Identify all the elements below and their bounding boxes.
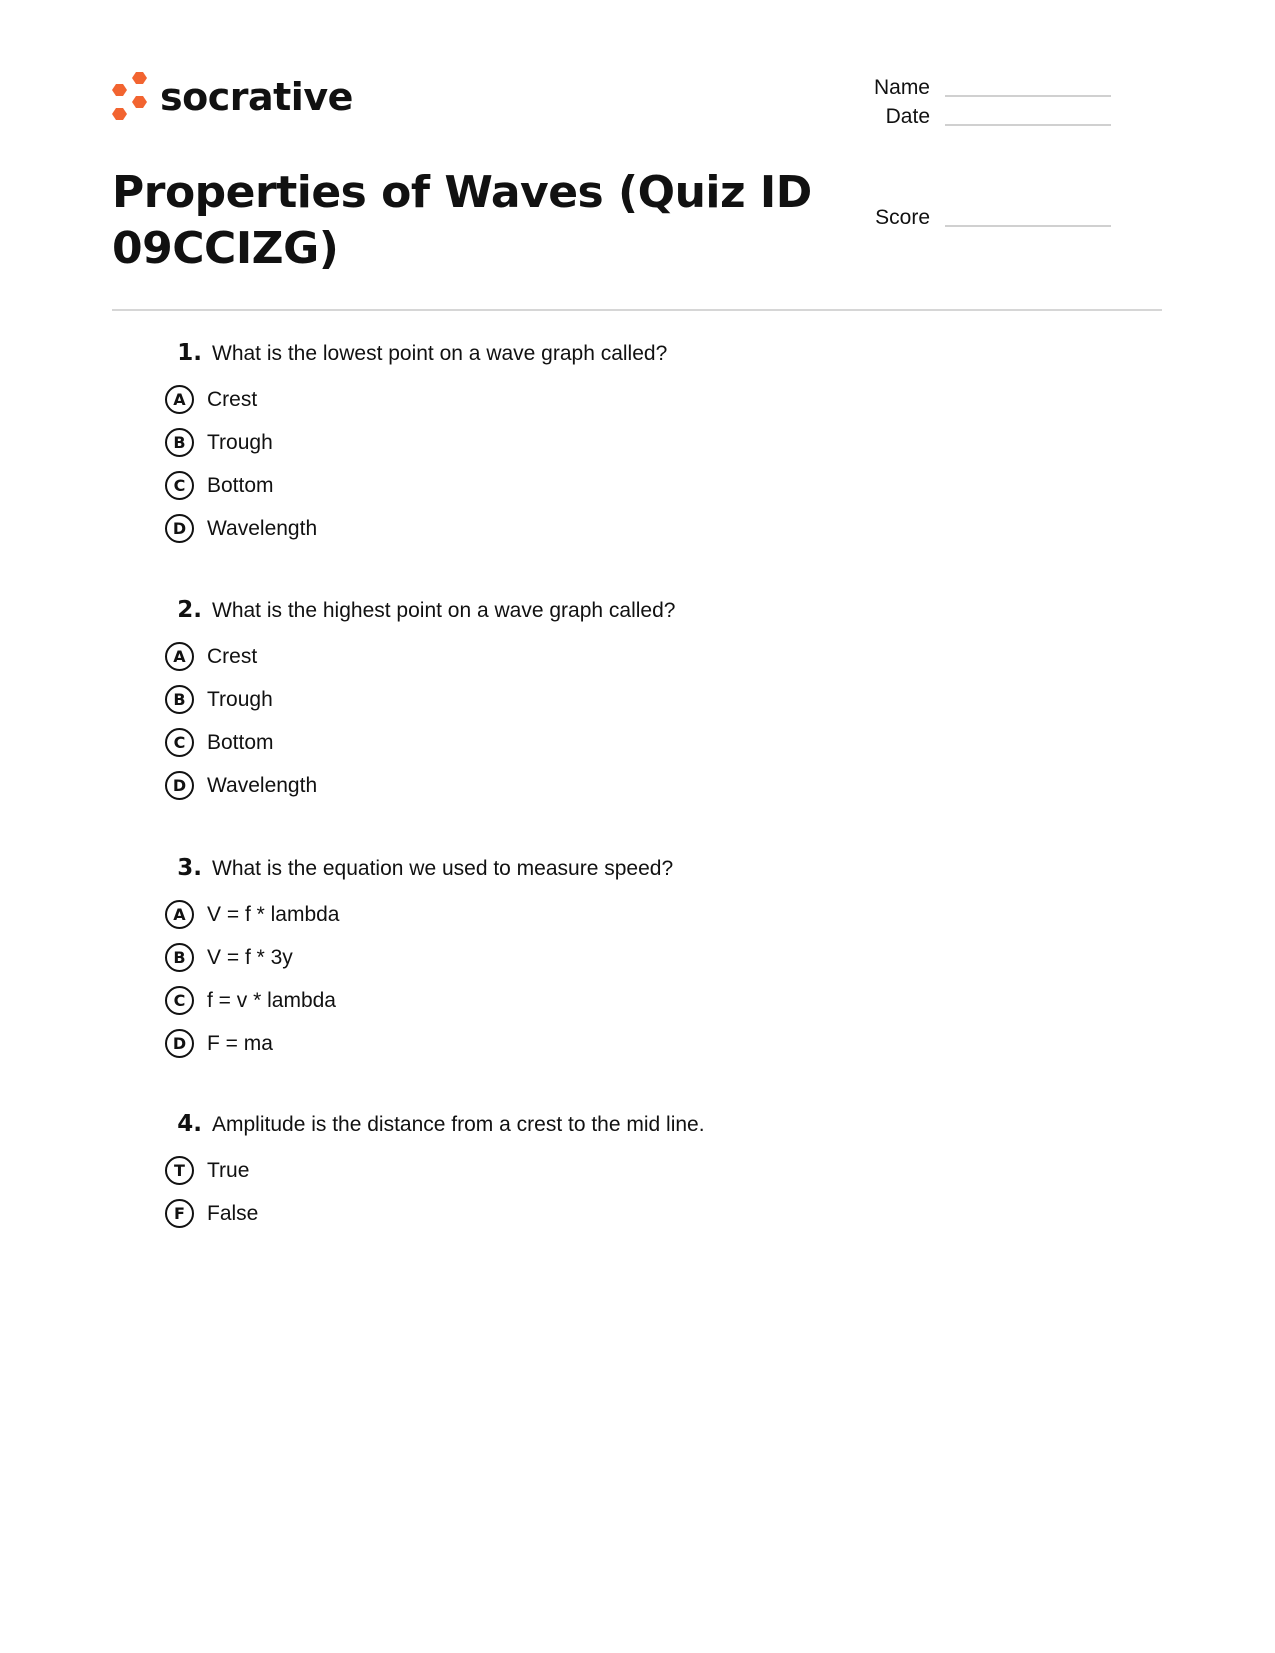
answer-bubble[interactable]: C <box>165 728 194 757</box>
question-text: What is the lowest point on a wave graph called? <box>212 342 668 365</box>
answer-bubble[interactable]: D <box>165 514 194 543</box>
option-text: F = ma <box>207 1031 273 1055</box>
option-text: V = f * lambda <box>207 902 340 926</box>
option-text: Wavelength <box>207 516 318 540</box>
name-field[interactable] <box>820 76 1111 100</box>
question-number: 3. <box>177 855 202 881</box>
option-text: V = f * 3y <box>207 945 293 969</box>
question-number: 2. <box>177 597 202 623</box>
answer-bubble[interactable]: F <box>165 1199 194 1228</box>
name-line[interactable] <box>945 94 1111 97</box>
header-divider <box>112 309 1162 311</box>
date-line[interactable] <box>945 123 1111 126</box>
option-text: False <box>207 1201 259 1225</box>
answer-bubble[interactable]: D <box>165 771 194 800</box>
question-number: 1. <box>177 340 202 366</box>
score-field[interactable] <box>820 206 1111 230</box>
question-4 <box>165 1111 705 1235</box>
option-text: Crest <box>207 387 258 411</box>
answer-bubble[interactable]: T <box>165 1156 194 1185</box>
answer-bubble[interactable]: C <box>165 986 194 1015</box>
option-text: Trough <box>207 687 273 711</box>
brand-name: socrative <box>160 75 353 119</box>
question-text: What is the equation we used to measure speed? <box>212 857 674 880</box>
option-text: f = v * lambda <box>207 988 336 1012</box>
answer-bubble[interactable]: A <box>165 900 194 929</box>
option-text: Crest <box>207 644 258 668</box>
answer-bubble[interactable]: C <box>165 471 194 500</box>
option-text: Wavelength <box>207 773 318 797</box>
option-true[interactable] <box>165 1149 705 1192</box>
option-d[interactable] <box>165 507 667 550</box>
score-label: Score <box>875 206 930 229</box>
answer-bubble[interactable]: A <box>165 385 194 414</box>
option-c[interactable] <box>165 979 673 1022</box>
option-b[interactable] <box>165 678 675 721</box>
option-text: Bottom <box>207 473 274 497</box>
option-a[interactable] <box>165 893 673 936</box>
score-line[interactable] <box>945 224 1111 227</box>
answer-bubble[interactable]: D <box>165 1029 194 1058</box>
option-d[interactable] <box>165 1022 673 1065</box>
question-number: 4. <box>177 1111 202 1137</box>
option-c[interactable] <box>165 464 667 507</box>
question-text: Amplitude is the distance from a crest to the mid line. <box>212 1113 705 1136</box>
option-a[interactable] <box>165 378 667 421</box>
hexagon-logo-icon <box>110 72 152 122</box>
date-label: Date <box>885 105 930 128</box>
socrative-logo <box>110 72 353 122</box>
answer-bubble[interactable]: B <box>165 428 194 457</box>
question-1 <box>165 340 667 550</box>
option-a[interactable] <box>165 635 675 678</box>
name-label: Name <box>873 76 930 99</box>
question-text: What is the highest point on a wave graph called? <box>212 599 676 622</box>
option-text: Bottom <box>207 730 274 754</box>
option-d[interactable] <box>165 764 675 807</box>
option-text: True <box>207 1158 250 1182</box>
option-b[interactable] <box>165 421 667 464</box>
question-3 <box>165 855 673 1065</box>
answer-bubble[interactable]: A <box>165 642 194 671</box>
option-b[interactable] <box>165 936 673 979</box>
question-2 <box>165 597 675 807</box>
date-field[interactable] <box>820 105 1111 129</box>
option-text: Trough <box>207 430 273 454</box>
answer-bubble[interactable]: B <box>165 685 194 714</box>
option-c[interactable] <box>165 721 675 764</box>
quiz-title: Properties of Waves (Quiz ID 09CCIZG) <box>112 167 812 274</box>
option-false[interactable] <box>165 1192 705 1235</box>
answer-bubble[interactable]: B <box>165 943 194 972</box>
